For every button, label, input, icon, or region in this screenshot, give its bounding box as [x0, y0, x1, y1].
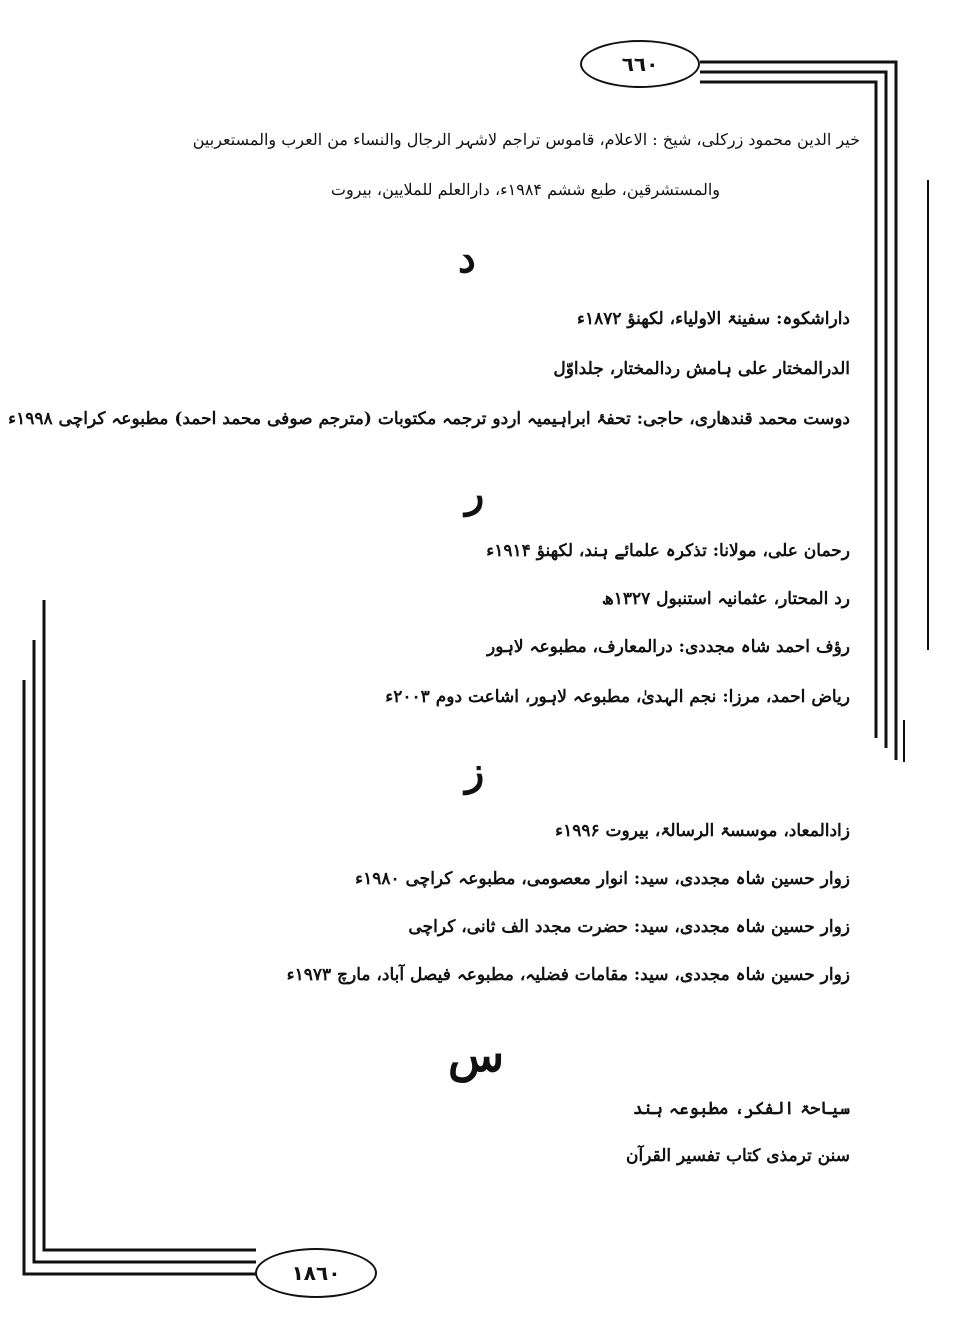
section-letter: د [458, 235, 476, 282]
entry-line: زوار حسین شاہ مجددی، سید: مقامات فضلیہ، مطبوعہ فیصل آباد، مارچ ۱۹۷۳ء [286, 965, 850, 985]
entry-line: سیاحۃ الفکر، مطبوعہ ہند [633, 1099, 850, 1119]
entry-line: الدرالمختار علی ہامش ردالمختار، جلداوّل [553, 359, 850, 379]
entry-line: زوار حسین شاہ مجددی، سید: حضرت مجدد الف ثانی، کراچی [408, 917, 850, 937]
entry-line: والمستشرقین، طبع ششم ۱۹۸۴ء، دارالعلم للملایین، بیروت [330, 180, 720, 199]
entry-line: رد المحتار، عثمانیہ استنبول ۱۳۲۷ھ [601, 589, 850, 609]
entry-line: ریاض احمد، مرزا: نجم الہدیٰ، مطبوعہ لاہور، اشاعت دوم ۲۰۰۳ء [385, 687, 850, 707]
section-letter: س [448, 1028, 505, 1082]
section-letter: ز [465, 748, 485, 795]
top-page-number: ٦٦٠ [580, 40, 700, 88]
entry-line: رحمان علی، مولانا: تذکرہ علمائے ہند، لکھنؤ ۱۹۱۴ء [486, 541, 850, 561]
entry-line: دوست محمد قندھاری، حاجی: تحفۂ ابراہیمیہ اردو ترجمہ مکتوبات (مترجم صوفی محمد احمد) مطبوعہ کراچی ۱۹۹۸ء [8, 409, 850, 429]
entry-line: زادالمعاد، موسسۃ الرسالۃ، بیروت ۱۹۹۶ء [555, 821, 850, 841]
entry-line: خیر الدین محمود زرکلی، شیخ : الاعلام، قاموس تراجم لاشہر الرجال والنساء من العرب والمستعربین [192, 130, 860, 149]
entry-line: سنن ترمذی کتاب تفسیر القرآن [626, 1146, 850, 1166]
bottom-page-number: ١٨٦٠ [255, 1248, 377, 1298]
section-letter: ر [465, 470, 485, 517]
entry-line: داراشکوہ: سفینۃ الاولیاء، لکھنؤ ۱۸۷۲ء [576, 309, 850, 329]
entry-line: زوار حسین شاہ مجددی، سید: انوار معصومی، مطبوعہ کراچی ۱۹۸۰ء [355, 869, 850, 889]
entry-line: رؤف احمد شاہ مجددی: درالمعارف، مطبوعہ لاہور [486, 637, 850, 657]
